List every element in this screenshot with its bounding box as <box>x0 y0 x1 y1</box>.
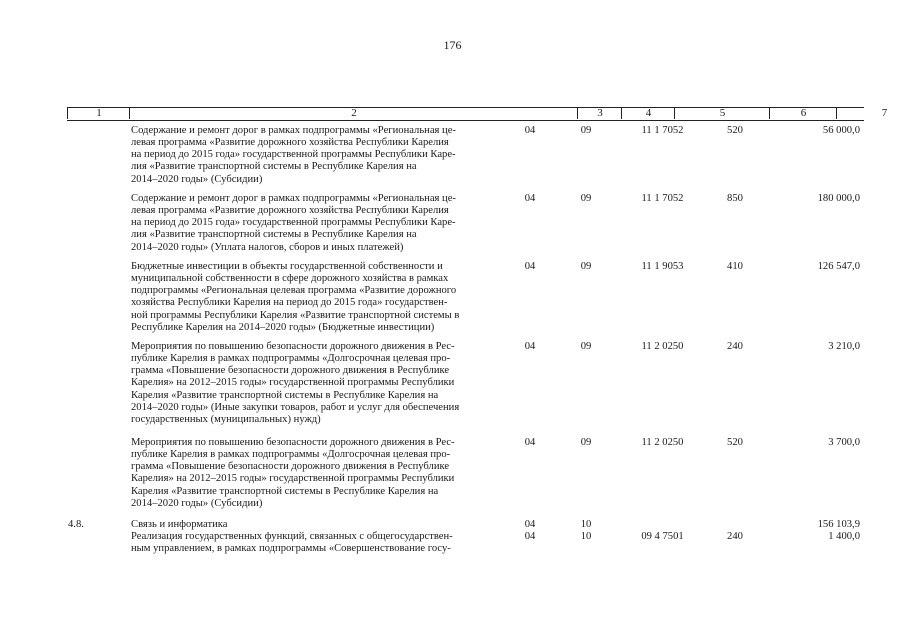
description-line: Бюджетные инвестиции в объекты государственной собственности и <box>131 261 443 272</box>
row-description <box>131 193 507 254</box>
description-line: публике Карелия в рамках подпрограммы «Долгосрочная целевая про- <box>131 353 451 365</box>
subsection-code: 09 <box>580 193 592 204</box>
amount-value: 180 000,0 <box>817 193 860 204</box>
description-line: Республике Карелия на 2014–2020 годы» (Бюджетные инвестиции) <box>131 321 435 333</box>
header-cell-3: 3 <box>577 107 622 119</box>
page-number: 176 <box>443 38 462 52</box>
section-code: 04 <box>524 261 536 272</box>
amount-value: 56 000,0 <box>822 125 860 136</box>
description-line: на период до 2015 года» государственной программы Республики Каре- <box>131 217 456 229</box>
description-line: публике Карелия в рамках подпрограммы «Долгосрочная целевая про- <box>131 449 451 461</box>
description-line: муниципальной собственности в сфере дорожного хозяйства в рамках <box>131 273 449 285</box>
target-item-code: 11 1 7052 <box>641 193 684 204</box>
amount-value: 126 547,0 <box>817 261 860 272</box>
table-header <box>67 107 888 121</box>
description-line: Карелия» на 2012–2015 годы» государственной программы Республики <box>131 473 455 485</box>
header-cell-6: 6 <box>769 107 837 119</box>
header-cell-2: 2 <box>129 107 578 119</box>
description-line: на период до 2015 года» государственной программы Республики Каре- <box>131 149 456 161</box>
header-cell-7: 7 <box>836 107 905 119</box>
description-line: лия «Развитие транспортной системы в Республике Карелия на <box>131 161 417 173</box>
row-description <box>131 261 507 334</box>
amount-value: 1 400,0 <box>828 531 860 542</box>
expense-type-code: 240 <box>727 341 743 352</box>
subsection-code: 09 <box>580 261 592 272</box>
description-line: государственных (муниципальных) нужд) <box>131 413 321 425</box>
description-line: Содержание и ремонт дорог в рамках подпрограммы «Региональная це- <box>131 125 456 136</box>
section-code: 04 <box>524 125 536 136</box>
section-code: 04 <box>524 519 536 530</box>
description-line: Карелия» на 2012–2015 годы» государственной программы Республики <box>131 377 455 389</box>
row-description <box>131 341 507 426</box>
section-code: 04 <box>524 437 536 448</box>
section-code: 04 <box>524 341 536 352</box>
description-line: 2014–2020 годы» (Уплата налогов, сборов и иных платежей) <box>131 241 404 253</box>
expense-type-code: 520 <box>727 125 743 136</box>
row-description <box>131 125 507 186</box>
header-cell-1: 1 <box>67 107 130 119</box>
description-line: Карелия «Развитие транспортной системы в Республике Карелия на <box>131 485 439 497</box>
target-item-code: 11 1 9053 <box>641 261 684 272</box>
amount-value: 3 210,0 <box>828 341 860 352</box>
description-line: ной программы Республики Карелия «Развитие транспортной системы в <box>131 309 460 321</box>
subsection-code: 09 <box>580 437 592 448</box>
description-line: Мероприятия по повышению безопасности дорожного движения в Рес- <box>131 341 455 352</box>
expense-type-code: 240 <box>727 531 743 542</box>
description-line: 2014–2020 годы» (Субсидии) <box>131 173 263 185</box>
header-cell-4: 4 <box>621 107 675 119</box>
description-line: грамма «Повышение безопасности дорожного движения в Республике <box>131 461 450 473</box>
expense-type-code: 850 <box>727 193 743 204</box>
description-line: Содержание и ремонт дорог в рамках подпрограммы «Региональная це- <box>131 193 456 204</box>
description-line: лия «Развитие транспортной системы в Республике Карелия на <box>131 229 417 241</box>
section-code: 04 <box>524 531 536 542</box>
description-line: 2014–2020 годы» (Иные закупки товаров, работ и услуг для обеспечения <box>131 401 460 413</box>
description-line: ным управлением, в рамках подпрограммы «Совершенствование госу- <box>131 543 451 555</box>
description-line: подпрограммы «Региональная целевая программа «Развитие дорожного <box>131 285 457 297</box>
row-number: 4.8. <box>68 519 84 530</box>
subsection-code: 10 <box>580 531 592 542</box>
description-line: Реализация государственных функций, связанных с общегосударствен- <box>131 531 453 542</box>
subsection-code: 09 <box>580 125 592 136</box>
row-description <box>131 437 507 510</box>
target-item-code: 09 4 7501 <box>641 531 684 542</box>
description-line: 2014–2020 годы» (Субсидии) <box>131 497 263 509</box>
amount-value: 3 700,0 <box>828 437 860 448</box>
description-line: хозяйства Республики Карелия на период до 2015 года» государствен- <box>131 297 448 309</box>
row-description <box>131 531 507 555</box>
target-item-code: 11 2 0250 <box>641 437 684 448</box>
target-item-code: 11 1 7052 <box>641 125 684 136</box>
description-line: левая программа «Развитие дорожного хозяйства Республики Карелия <box>131 137 449 149</box>
expense-type-code: 410 <box>727 261 743 272</box>
description-line: Связь и информатика <box>131 519 228 530</box>
target-item-code: 11 2 0250 <box>641 341 684 352</box>
amount-value: 156 103,9 <box>817 519 860 530</box>
subsection-code: 09 <box>580 341 592 352</box>
section-code: 04 <box>524 193 536 204</box>
description-line: грамма «Повышение безопасности дорожного движения в Республике <box>131 365 450 377</box>
subsection-code: 10 <box>580 519 592 530</box>
row-description <box>131 519 507 531</box>
header-cell-5: 5 <box>674 107 770 119</box>
description-line: Мероприятия по повышению безопасности дорожного движения в Рес- <box>131 437 455 448</box>
description-line: Карелия «Развитие транспортной системы в Республике Карелия на <box>131 389 439 401</box>
description-line: левая программа «Развитие дорожного хозяйства Республики Карелия <box>131 205 449 217</box>
expense-type-code: 520 <box>727 437 743 448</box>
